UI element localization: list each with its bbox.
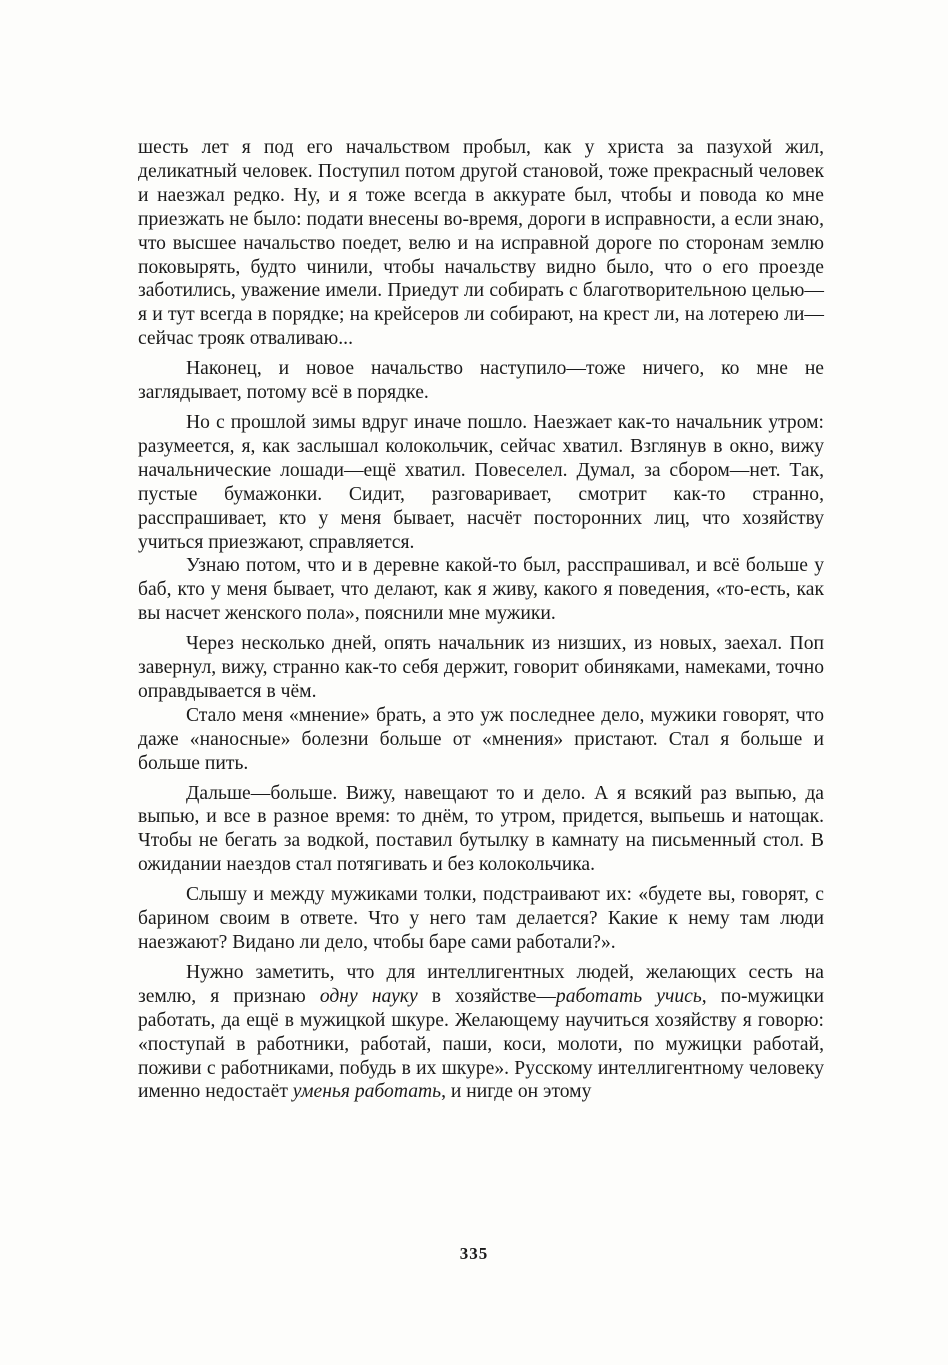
paragraph: Наконец, и новое начальство наступило—тоже ничего, ко мне не заглядывает, потому всё в порядке. [138, 358, 824, 404]
paragraph: Дальше—больше. Вижу, навещают то и дело. А я всякий раз выпью, да выпью, и все в разное время: то днём, то утром, придется, выпьешь и натощак. Чтобы не бегать за водкой, поставил бутылку в камнату на письменный стол. В ожидании наездов стал потягивать и без колокольчика. [138, 782, 824, 876]
paragraph-text: , и нигде он этому [441, 1081, 592, 1103]
paragraph: Через несколько дней, опять начальник из низших, из новых, заехал. Поп завернул, вижу, странно как-то себя держит, говорит обиняками, намеками, точно оправдывается в чём. [138, 633, 824, 702]
page-number: 335 [459, 1244, 489, 1263]
italic-phrase: работать учись [555, 985, 702, 1007]
italic-phrase: одну науку [319, 985, 418, 1007]
paragraph: шесть лет я под его начальством пробыл, как у христа за пазухой жил, деликатный человек. Поступил потом другой становой, тоже прекрасный человек и наезжал редко. Ну, и я тоже всегда в аккурате был, чтобы и повода ко мне приезжать не было: подати внесены во-время, дороги в исправности, а если знаю, что высшее начальство поедет, велю и на исправной дороге по сторонам землю поковырять, будто чинили, чтобы начальству видно было, что о его проезде заботились, уважение имели. Приедут ли собирать с благотворительною целью—я и тут всегда в порядке; на крейсеров ли собирают, на крест ли, на лотерею ли—сейчас трояк отваливаю... [138, 137, 824, 350]
paragraph-text: , по-мужицки работать, да ещё в мужицкой шкуре. Желающему научиться хозяйству я говорю: «поступай в работники, работай, паши, коси, молоти, по мужицки работай, поживи с работниками, побудь в их шкуре». Русскому интеллигентному человеку именно недостаёт [138, 985, 825, 1103]
paragraph-text: Нужно заметить, что для интеллигентных людей, желающих сесть на землю, я признаю [138, 961, 824, 1007]
paragraph: Но с прошлой зимы вдруг иначе пошло. Наезжает как-то начальник утром: разумеется, я, как заслышал колокольчик, сейчас хватил. Взглянув в окно, вижу начальнические лошади—ещё хватил. Повеселел. Думал, за сбором—нет. Так, пустые бумажонки. Сидит, разговаривает, смотрит как-то странно, расспрашивает, кто у меня бывает, насчёт посторонних лиц, что хозяйству учиться приезжают, справляется. [138, 411, 824, 553]
italic-phrase: уменья работать [292, 1081, 442, 1103]
paragraph: Узнаю потом, что и в деревне какой-то был, расспрашивал, и всё больше у баб, кто у меня бывает, что делают, как я живу, какого я поведения, «то-есть, как вы насчет женского пола», пояснили мне мужики. [138, 555, 824, 625]
paragraph-text: в хозяйстве— [417, 985, 556, 1007]
paragraph: Стало меня «мнение» брать, а это уж последнее дело, мужики говорят, что даже «наносные» болезни больше от «мнения» пристают. Стал я больше и больше пить. [138, 704, 824, 774]
paragraph [138, 961, 824, 1104]
paragraph: Слышу и между мужиками толки, подстраивают их: «будете вы, говорят, с барином своим в ответе. Что у него там делается? Какие к нему там люди наезжают? Видано ли дело, чтобы баре сами работали?». [138, 884, 824, 953]
body-text [138, 136, 824, 1104]
